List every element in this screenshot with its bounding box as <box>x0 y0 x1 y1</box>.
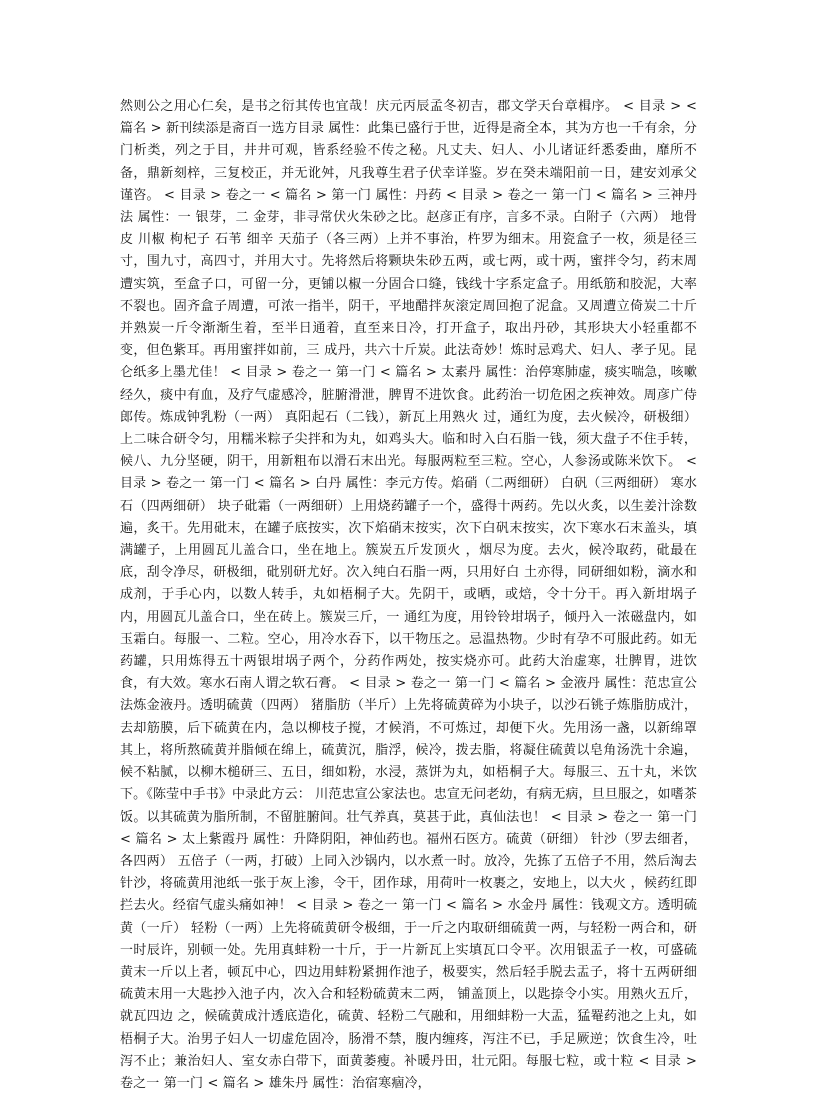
document-body-text: 然则公之用心仁矣，是书之衍其传也宜哉！庆元丙辰孟冬初吉，郡文学天台章楫序。 < 目录 > < 篇名 > 新刊续添是斋百一选方目录 属性：此集已盛行于世，近得是斋全本，其为方也一千有余，分门析类，列之于目，井井可观，皆系经验不传之秘。凡丈夫、妇人、小儿诸证纤悉委曲，靡所不备，鼎新刻梓，三复校正，并无讹舛，凡我尊生君子伏幸详鉴。岁在癸未端阳前一日，建安刘承父谨咨。 < 目录 > 卷之一 < 篇名 > 第一门 属性：丹药 < 目录 > 卷之一 第一门 < 篇名 > 三神丹法 属性：一 银芽，二 金芽，非寻常伏火朱砂之比。赵彦正有序，言多不录。白附子（六两） 地骨皮 川椒 枸杞子 石苇 细辛 天茄子（各三两）上并不事治，杵罗为细末。用瓷盒子一枚，须是径三寸，围九寸，高四寸，并用大寸。先将然后将颗块朱砂五两，或七两，或十两，蜜拌令匀，药末周遭实筑，至盒子口，可留一分，更铺以椒一分固合口缝，钱线十字系定盒子。用纸筋和胶泥，大率不裂也。固齐盒子周遭，可浓一指半，阴干，平地醋拌灰滚定周回抱了泥盒。又周遭立倚炭二十斤并熟炭一斤令渐渐生着，至半日通着，直至来日冷，打开盒子，取出丹砂，其形块大小轻重都不变，但色紫耳。再用蜜拌如前，三 成丹，共六十斤炭。此法奇妙！炼时忌鸡犬、妇人、孝子见。昆仑纸多上墨尤佳！ < 目录 > 卷之一 第一门 < 篇名 > 太素丹 属性：治停寒肺虚，痰实喘急，咳嗽经久，痰中有血，及疗气虚感冷，脏腑滑泄，脾胃不进饮食。此药治一切危困之疾神效。周彦广侍郎传。炼成钟乳粉（一两） 真阳起石（二钱），新瓦上用熟火 过，通红为度，去火候冷，研极细）上二味合研令匀，用糯米粽子尖拌和为丸，如鸡头大。临和时入白石脂一钱，须大盘子不住手转，候八、九分坚硬，阴干，用新粗布以滑石末出光。每服两粒至三粒。空心，人参汤或陈米饮下。 < 目录 > 卷之一 第一门 < 篇名 > 白丹 属性：李元方传。焰硝（二两细研） 白矾（三两细研） 寒水石（四两细研） 块子砒霜（一两细研）上用烧药罐子一个，盛得十两药。先以火炙，以生姜汁涂数遍，炙干。先用砒末，在罐子底按实，次下焰硝末按实，次下白矾末按实，次下寒水石末盖头，填满罐子，上用圆瓦儿盖合口，坐在地上。簇炭五斤发顶火 ，烟尽为度。去火，候冷取药，砒最在底，刮令净尽，研极细，砒别研尤好。次入纯白石脂一两，只用好白 土亦得，同研细如粉，滴水和成剂，于手心内，以数人转手，丸如梧桐子大。先阴干，或晒，或焙，令十分干。再入新坩埚子内，用圆瓦儿盖合口，坐在砖上。簇炭三斤，一 通红为度，用铃铃坩埚子，倾丹入一浓磁盘内，如玉霜白。每服一、二粒。空心，用冷水吞下，以干物压之。忌温热物。少时有孕不可服此药。如无药罐，只用炼得五十两银坩埚子两个，分药作两处，按实烧亦可。此药大治虚寒，壮脾胃，进饮食，有大效。寒水石南人谓之软石膏。 < 目录 > 卷之一 第一门 < 篇名 > 金液丹 属性：范忠宣公法炼金液丹。透明硫黄（四两） 猪脂肪（半斤）上先将硫黄碎为小块子，以沙石铫子炼脂肪成汁，去却筋膜，后下硫黄在内，急以柳枝子搅，才候消，不可炼过，却便下火。先用汤一盏，以新绵罩其上，将所熬硫黄并脂倾在绵上，硫黄沉，脂浮，候冷，拨去脂，将凝住硫黄以皂角汤洗十余遍，候不粘腻，以柳木槌研三、五日，细如粉，水浸，蒸饼为丸，如梧桐子大。每服三、五十丸，米饮下。《陈莹中手书》中录此方云： 川范忠宣公家法也。忠宣无问老幼，有病无病，旦旦服之，如嗜茶饭。以其硫黄为脂所制，不留脏腑间。壮气养真，莫甚于此，真仙法也！ < 目录 > 卷之一 第一门 < 篇名 > 太上紫霞丹 属性：升降阴阳，神仙药也。福州石医方。硫黄（研细） 针沙（罗去细者，各四两） 五倍子（一两，打破）上同入沙锅内，以水煮一时。放冷，先拣了五倍子不用，然后淘去针沙，将硫黄用池纸一张于灰上渗，令干，团作球，用荷叶一枚裹之，安地上，以大火 ，候药红即拦去火。经宿气虚头痛如神！ < 目录 > 卷之一 第一门 < 篇名 > 水金丹 属性：钱观文方。透明硫黄（一斤） 轻粉（一两）上先将硫黄研令极细，于一斤之内取研细硫黄一两，与轻粉一两合和，研一时辰许，别顿一处。先用真蚌粉一十斤，于一片新瓦上实填瓦口令平。次用银盂子一枚，可盛硫黄末一斤以上者，顿瓦中心，四边用蚌粉紧拥作池子，极要实，然后轻手脱去盂子，将十五两研细硫黄末用一大匙抄入池子内，次入合和轻粉硫黄末二两， 铺盖顶上，以匙捺令小实。用熟火五斤，就瓦四边 之，候硫黄成汁透底造化，硫黄、轻粉二气融和，用细蚌粉一大盂，猛罨药池之上丸，如梧桐子大。治男子妇人一切虚危固冷，肠滑不禁，腹内缠疼，泻注不已，手足厥逆；饮食生冷，吐泻不止；兼治妇人、室女赤白带下，面黄萎瘦。补暖丹田，壮元阳。每服七粒，或十粒 < 目录 > 卷之一 第一门 < 篇名 > 雄朱丹 属性：治宿寒痼冷， <box>120 99 697 1091</box>
document-page <box>120 96 697 1095</box>
